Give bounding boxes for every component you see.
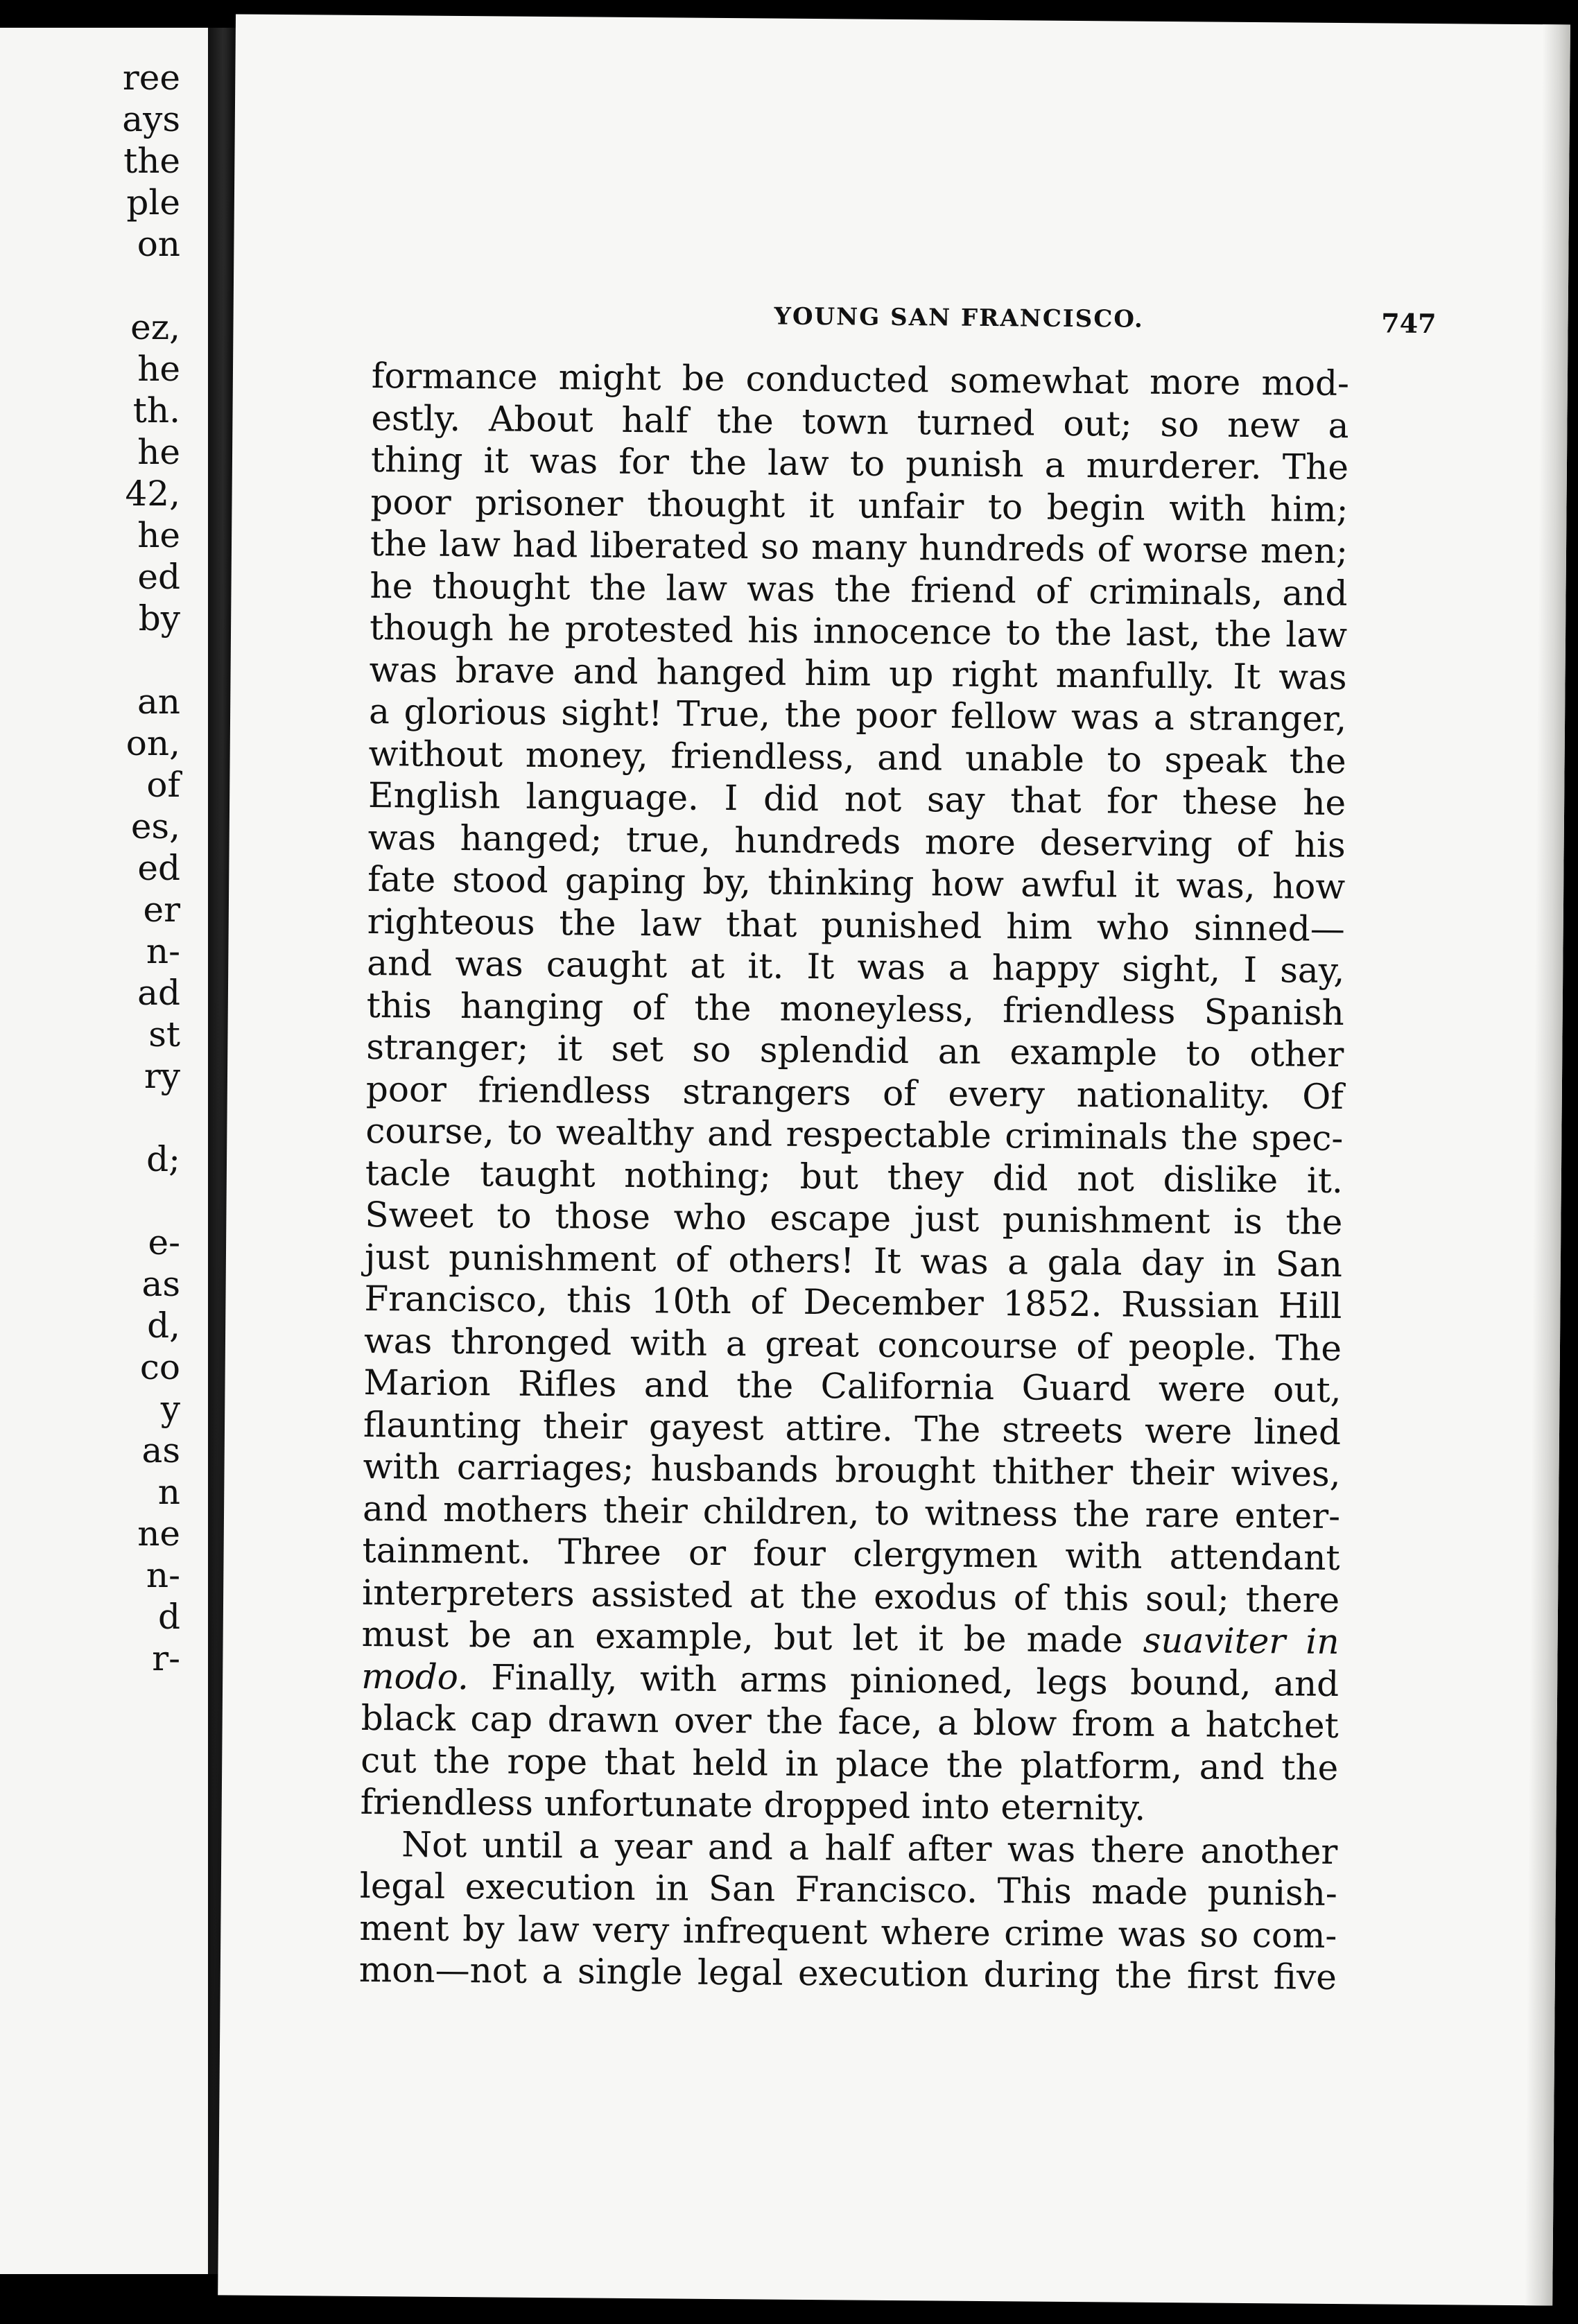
page-edge xyxy=(1525,24,1570,2305)
text-line: estly. About half the town turned out; so new a xyxy=(371,397,1349,446)
text-line: Francisco, this 10th of December 1852. Russian Hill xyxy=(364,1278,1342,1327)
facing-fragment: ry xyxy=(144,1056,180,1096)
facing-fragment: ez, xyxy=(130,307,180,347)
facing-fragment: ple xyxy=(126,182,180,223)
facing-fragment: d; xyxy=(146,1139,180,1179)
facing-fragment: ree xyxy=(122,58,180,98)
text-line-paragraph-end: friendless unfortunate dropped into eternity. xyxy=(360,1781,1146,1828)
facing-fragment: y xyxy=(160,1389,180,1429)
facing-fragment: ed xyxy=(137,848,180,888)
facing-fragment: he xyxy=(137,515,180,555)
facing-fragment: the xyxy=(123,141,180,181)
facing-fragment: he xyxy=(137,349,180,389)
facing-fragment: as xyxy=(141,1264,180,1304)
facing-fragment: he xyxy=(137,432,180,472)
text-line: stranger; it set so splendid an example to other xyxy=(366,1026,1344,1075)
text-line-with-italic xyxy=(361,1655,1339,1705)
text-line: was brave and hanged him up right manfully. It was xyxy=(369,649,1347,697)
facing-fragment: by xyxy=(138,598,180,639)
facing-fragment: er xyxy=(143,890,180,930)
main-page xyxy=(218,14,1570,2305)
text-line: tacle taught nothing; but they did not dislike it. xyxy=(365,1152,1344,1201)
facing-fragment: 42, xyxy=(125,474,180,514)
text-line: poor friendless strangers of every nationality. Of xyxy=(365,1068,1344,1117)
text-line: tainment. Three or four clergymen with attendant xyxy=(362,1529,1340,1579)
facing-fragment: ays xyxy=(122,99,180,139)
italic-phrase: suaviter in xyxy=(1143,1620,1339,1663)
facing-fragment: n- xyxy=(146,931,180,971)
facing-fragment: ad xyxy=(137,973,180,1013)
text-line: mon—not a single legal execution during the first five xyxy=(358,1949,1337,1997)
text-line: legal execution in San Francisco. This made punish- xyxy=(359,1865,1338,1914)
text-run: must be an example, but let it be made xyxy=(361,1613,1143,1660)
facing-fragment: ne xyxy=(137,1514,180,1554)
text-line: Marion Rifles and the California Guard were out, xyxy=(363,1362,1342,1411)
text-line: this hanging of the moneyless, friendless Spanish xyxy=(366,985,1344,1033)
text-line: course, to wealthy and respectable criminals the spec- xyxy=(365,1110,1344,1159)
text-line: flaunting their gayest attire. The streets were lined xyxy=(363,1404,1342,1452)
facing-fragment: d xyxy=(157,1597,180,1637)
text-line: with carriages; husbands brought thither their wives, xyxy=(363,1446,1341,1495)
running-head-title: YOUNG SAN FRANCISCO. xyxy=(774,302,1145,333)
text-line: interpreters assisted at the exodus of this soul; there xyxy=(361,1572,1340,1620)
facing-fragment: on xyxy=(137,224,180,264)
text-line: without money, friendless, and unable to speak the xyxy=(368,733,1346,781)
facing-fragment: th. xyxy=(132,390,180,431)
text-line: was thronged with a great concourse of people. The xyxy=(363,1320,1342,1369)
italic-phrase: modo. xyxy=(361,1656,469,1697)
facing-fragment: es, xyxy=(130,806,180,847)
text-line-paragraph-start: Not until a year and a half after was there another xyxy=(401,1823,1338,1872)
facing-fragment: n- xyxy=(146,1555,180,1595)
text-line: formance might be conducted somewhat more mod- xyxy=(371,355,1350,404)
text-line: was hanged; true, hundreds more deserving of his xyxy=(367,817,1346,865)
text-line: ment by law very infrequent where crime was so com- xyxy=(359,1907,1337,1956)
text-line: fate stood gaping by, thinking how awful it was, how xyxy=(367,858,1346,908)
text-line-with-italic xyxy=(361,1613,1339,1663)
text-line: righteous the law that punished him who sinned— xyxy=(367,901,1345,949)
facing-fragment: r- xyxy=(152,1638,180,1679)
page-number: 747 xyxy=(1381,307,1437,340)
text-line: though he protested his innocence to the last, the law xyxy=(369,607,1348,656)
facing-fragment: as xyxy=(141,1430,180,1471)
text-line: and mothers their children, to witness the rare enter- xyxy=(362,1488,1341,1536)
text-run: Finally, with arms pinioned, legs bound, and xyxy=(468,1656,1339,1704)
facing-fragment: of xyxy=(146,765,180,805)
text-line: just punishment of others! It was a gala day in San xyxy=(364,1236,1343,1285)
facing-fragment: co xyxy=(139,1347,180,1387)
text-line: poor prisoner thought it unfair to begin with him; xyxy=(370,481,1349,530)
text-line: he thought the law was the friend of criminals, and xyxy=(370,565,1348,614)
facing-fragment: ed xyxy=(137,557,180,597)
body-text xyxy=(359,355,1349,1999)
text-line: and was caught at it. It was a happy sight, I say, xyxy=(367,942,1345,991)
facing-fragment: d, xyxy=(147,1306,180,1346)
facing-fragment: n xyxy=(157,1472,180,1512)
facing-page xyxy=(0,28,208,2274)
text-line: cut the rope that held in place the platform, and the xyxy=(361,1740,1339,1788)
text-line: English language. I did not say that for these he xyxy=(367,774,1346,824)
running-head xyxy=(372,300,1482,340)
text-line: a glorious sight! True, the poor fellow was a stranger, xyxy=(368,691,1347,740)
facing-fragment: e- xyxy=(148,1222,180,1263)
text-line: Sweet to those who escape just punishment is the xyxy=(365,1194,1343,1243)
facing-fragment: st xyxy=(148,1014,180,1055)
facing-fragment: an xyxy=(137,682,180,722)
text-line: the law had liberated so many hundreds of worse men; xyxy=(370,523,1349,572)
text-line: black cap drawn over the face, a blow from a hatchet xyxy=(361,1697,1339,1746)
facing-fragment: on, xyxy=(125,723,180,763)
text-line: thing it was for the law to punish a murderer. The xyxy=(370,439,1349,488)
